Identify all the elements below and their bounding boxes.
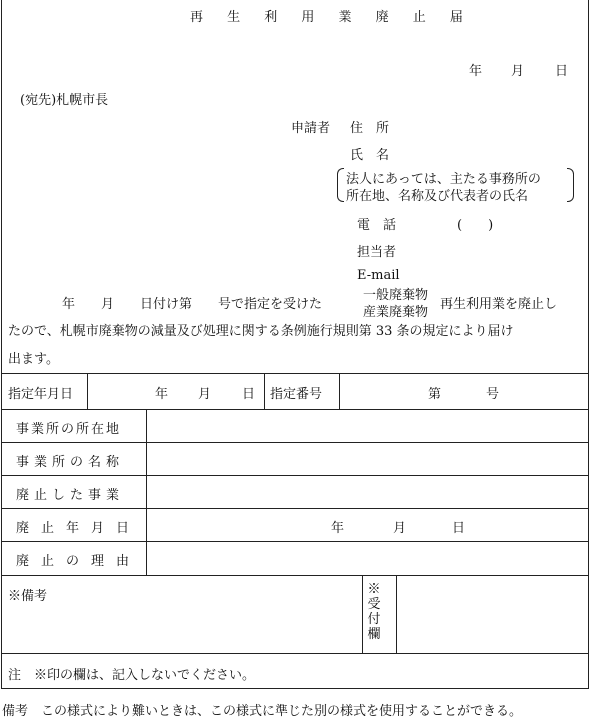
- name-label: 氏 名: [350, 148, 390, 163]
- row-label-reason: 廃止の理由: [16, 554, 142, 569]
- corp-note-line1: 法人にあっては、主たる事務所の: [346, 172, 541, 187]
- discontinuation-year: 年: [331, 521, 345, 536]
- designation-date-day: 日: [242, 387, 256, 402]
- date-year: 年: [469, 64, 483, 79]
- remarks-label: ※備考: [8, 589, 48, 604]
- row-line: [1, 442, 589, 443]
- date-month: 月: [511, 64, 525, 79]
- designation-number-go: 号: [486, 387, 500, 402]
- col-line: [87, 373, 88, 409]
- address-label: 住 所: [350, 121, 390, 136]
- row-line: [1, 575, 589, 576]
- designation-date-label: 指定年月日: [8, 387, 74, 402]
- col-line: [264, 373, 265, 409]
- col-line: [396, 575, 397, 653]
- row-line: [1, 653, 589, 654]
- discontinuation-day: 日: [452, 521, 466, 536]
- row-line: [1, 541, 589, 542]
- contact-label: 担当者: [357, 245, 397, 260]
- reception-label: ※受付欄: [367, 582, 381, 642]
- waste-type-industrial: 産業廃棄物: [363, 305, 429, 320]
- note-text: 注 ※印の欄は、記入しないでください。: [8, 668, 256, 683]
- row-label-discontinuation-date: 廃止年月日: [16, 521, 142, 536]
- col-line: [362, 575, 363, 653]
- discontinuation-month: 月: [393, 521, 407, 536]
- date-day: 日: [555, 64, 569, 79]
- row-line: [1, 409, 589, 410]
- row-label-office-location: 事業所の所在地: [16, 422, 122, 437]
- designation-number-dai: 第: [428, 387, 442, 402]
- form-title: 再 生 利 用 業 廃 止 届: [190, 10, 473, 25]
- bracket-left: [337, 168, 344, 202]
- designation-date-year: 年: [155, 387, 169, 402]
- corp-note-line2: 所在地、名称及び代表者の氏名: [346, 189, 529, 204]
- row-line: [1, 475, 589, 476]
- table-top-line: [1, 373, 589, 374]
- col-line: [146, 409, 147, 575]
- body-line1-pre: 年 月 日付け第 号で指定を受けた: [62, 297, 323, 312]
- row-line: [1, 508, 589, 509]
- col-line: [339, 373, 340, 409]
- waste-type-general: 一般廃棄物: [363, 288, 429, 303]
- bracket-right: [567, 168, 574, 202]
- phone-parens: ( ): [457, 218, 494, 233]
- addressee: (宛先)札幌市長: [20, 93, 109, 108]
- email-label: E-mail: [357, 268, 400, 283]
- phone-label: 電 話: [357, 218, 397, 233]
- body-line1-post: 再生利用業を廃止し: [440, 297, 558, 312]
- row-label-discontinued-business: 廃止した事業: [16, 488, 125, 503]
- designation-date-month: 月: [198, 387, 212, 402]
- applicant-label: 申請者: [291, 121, 331, 136]
- designation-number-label: 指定番号: [270, 387, 323, 402]
- row-label-office-name: 事業所の名称: [16, 455, 125, 470]
- body-line3: 出ます。: [8, 352, 59, 367]
- footer-remark: 備考 この様式により難いときは、この様式に準じた別の様式を使用することができる。: [2, 704, 523, 719]
- body-line2: たので、札幌市廃棄物の減量及び処理に関する条例施行規則第 33 条の規定により届け: [8, 324, 514, 339]
